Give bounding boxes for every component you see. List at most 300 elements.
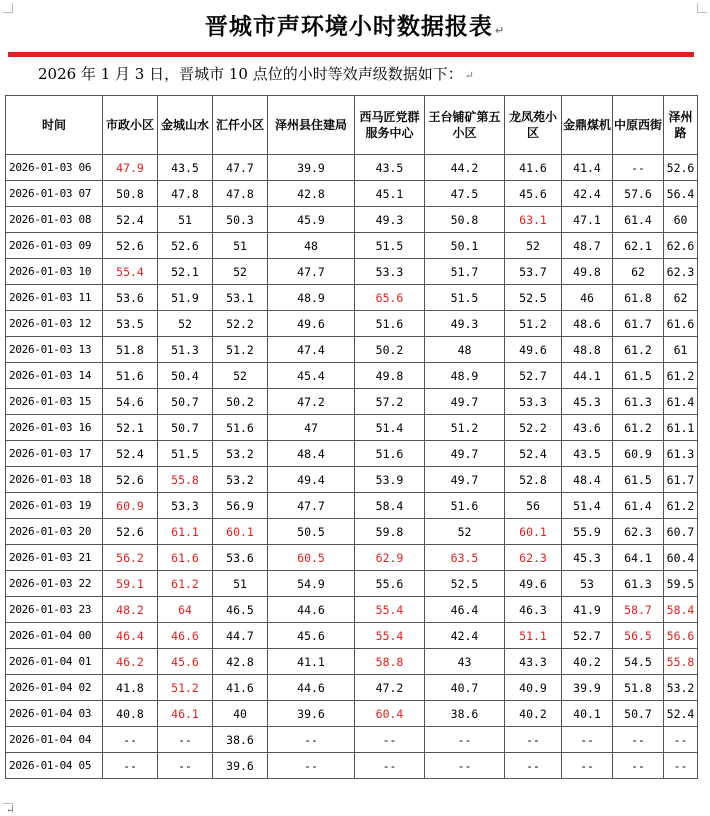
value-cell: 50.7 [158, 389, 213, 415]
value-cell: 51 [213, 233, 268, 259]
value-cell: 52.6 [103, 233, 158, 259]
table-row [6, 259, 698, 285]
value-cell: 61.3 [613, 389, 664, 415]
value-cell: 50.2 [213, 389, 268, 415]
value-cell: 42.8 [213, 649, 268, 675]
value-cell: 43.5 [158, 155, 213, 181]
value-cell: 40 [213, 701, 268, 727]
value-cell: -- [613, 753, 664, 779]
value-cell: 42.4 [562, 181, 613, 207]
value-cell: 41.4 [562, 155, 613, 181]
value-cell: 51 [158, 207, 213, 233]
value-cell: 51.2 [425, 415, 505, 441]
column-header-site: 泽州县住建局 [268, 96, 355, 155]
value-cell: 61.2 [664, 363, 698, 389]
value-cell: 48.4 [268, 441, 355, 467]
value-cell: 51.4 [355, 415, 425, 441]
value-cell: 52.6 [664, 155, 698, 181]
exceeding-value-cell: 58.7 [613, 597, 664, 623]
value-cell: 47.2 [355, 675, 425, 701]
time-cell: 2026-01-03 12 [6, 311, 103, 337]
value-cell: 51.9 [158, 285, 213, 311]
time-cell: 2026-01-03 20 [6, 519, 103, 545]
column-header-site: 西马匠党群服务中心 [355, 96, 425, 155]
value-cell: 49.6 [505, 337, 562, 363]
table-row [6, 701, 698, 727]
time-cell: 2026-01-03 09 [6, 233, 103, 259]
value-cell: 48.9 [268, 285, 355, 311]
exceeding-value-cell: 45.6 [158, 649, 213, 675]
table-row [6, 337, 698, 363]
exceeding-value-cell: 56.6 [664, 623, 698, 649]
table-row [6, 545, 698, 571]
value-cell: 61.3 [613, 571, 664, 597]
value-cell: 49.3 [355, 207, 425, 233]
value-cell: 53.2 [664, 675, 698, 701]
value-cell: 49.4 [268, 467, 355, 493]
column-header-site: 汇仟小区 [213, 96, 268, 155]
value-cell: 62.3 [664, 259, 698, 285]
value-cell: 48 [425, 337, 505, 363]
value-cell: -- [355, 727, 425, 753]
value-cell: 48 [268, 233, 355, 259]
table-body [6, 155, 698, 779]
value-cell: 61.5 [613, 467, 664, 493]
value-cell: 52.1 [103, 415, 158, 441]
value-cell: 50.7 [158, 415, 213, 441]
intro-paragraph: 2026 年 1 月 3 日，晋城市 10 点位的小时等效声级数据如下： ↵ [38, 65, 474, 83]
value-cell: 52.6 [103, 519, 158, 545]
value-cell: 61.8 [613, 285, 664, 311]
value-cell: 40.9 [505, 675, 562, 701]
value-cell: 49.3 [425, 311, 505, 337]
exceeding-value-cell: 56.2 [103, 545, 158, 571]
table-row [6, 519, 698, 545]
table-row [6, 571, 698, 597]
value-cell: 60.9 [613, 441, 664, 467]
value-cell: 46 [562, 285, 613, 311]
value-cell: 45.6 [268, 623, 355, 649]
exceeding-value-cell: 60.5 [268, 545, 355, 571]
value-cell: 61.7 [664, 467, 698, 493]
value-cell: 52.8 [505, 467, 562, 493]
value-cell: 46.3 [505, 597, 562, 623]
value-cell: 61.5 [613, 363, 664, 389]
table-row [6, 233, 698, 259]
value-cell: 52 [505, 233, 562, 259]
value-cell: 56.9 [213, 493, 268, 519]
exceeding-value-cell: 60.9 [103, 493, 158, 519]
value-cell: 60 [664, 207, 698, 233]
value-cell: 61.4 [613, 207, 664, 233]
value-cell: 47.8 [158, 181, 213, 207]
time-cell: 2026-01-03 11 [6, 285, 103, 311]
value-cell: 44.2 [425, 155, 505, 181]
time-cell: 2026-01-04 02 [6, 675, 103, 701]
column-header-site: 泽州路 [664, 96, 698, 155]
exceeding-value-cell: 61.1 [158, 519, 213, 545]
value-cell: 53.3 [158, 493, 213, 519]
table-row [6, 363, 698, 389]
value-cell: 60.7 [664, 519, 698, 545]
value-cell: 53.3 [355, 259, 425, 285]
value-cell: 57.6 [613, 181, 664, 207]
value-cell: 41.8 [103, 675, 158, 701]
table-row [6, 441, 698, 467]
value-cell: 51.5 [158, 441, 213, 467]
value-cell: 45.1 [355, 181, 425, 207]
table-row [6, 285, 698, 311]
exceeding-value-cell: 48.2 [103, 597, 158, 623]
end-of-document-mark: ↵ [6, 805, 15, 816]
time-cell: 2026-01-03 16 [6, 415, 103, 441]
value-cell: 48.6 [562, 311, 613, 337]
value-cell: 61.3 [664, 441, 698, 467]
value-cell: 51.6 [425, 493, 505, 519]
value-cell: 38.6 [425, 701, 505, 727]
value-cell: 47.7 [268, 493, 355, 519]
value-cell: 62.1 [613, 233, 664, 259]
value-cell: -- [268, 753, 355, 779]
value-cell: -- [505, 727, 562, 753]
value-cell: 50.5 [268, 519, 355, 545]
time-cell: 2026-01-04 01 [6, 649, 103, 675]
value-cell: 53.2 [213, 467, 268, 493]
time-cell: 2026-01-03 08 [6, 207, 103, 233]
value-cell: 52.4 [103, 441, 158, 467]
value-cell: 47 [268, 415, 355, 441]
value-cell: 51.2 [213, 337, 268, 363]
exceeding-value-cell: 47.9 [103, 155, 158, 181]
exceeding-value-cell: 60.1 [213, 519, 268, 545]
exceeding-value-cell: 51.2 [158, 675, 213, 701]
table-row [6, 155, 698, 181]
value-cell: 52.7 [505, 363, 562, 389]
exceeding-value-cell: 63.5 [425, 545, 505, 571]
value-cell: 52.2 [213, 311, 268, 337]
value-cell: 51.8 [613, 675, 664, 701]
value-cell: 61.4 [613, 493, 664, 519]
exceeding-value-cell: 62.9 [355, 545, 425, 571]
value-cell: 40.7 [425, 675, 505, 701]
value-cell: 52 [213, 259, 268, 285]
table-row [6, 181, 698, 207]
table-row [6, 207, 698, 233]
value-cell: 51.6 [355, 311, 425, 337]
value-cell: 46.4 [425, 597, 505, 623]
value-cell: 51.4 [562, 493, 613, 519]
time-cell: 2026-01-03 21 [6, 545, 103, 571]
value-cell: 45.3 [562, 389, 613, 415]
value-cell: 53.3 [505, 389, 562, 415]
value-cell: 40.8 [103, 701, 158, 727]
time-cell: 2026-01-03 22 [6, 571, 103, 597]
exceeding-value-cell: 61.2 [158, 571, 213, 597]
value-cell: 61.2 [664, 493, 698, 519]
value-cell: 56.4 [664, 181, 698, 207]
value-cell: 59.5 [664, 571, 698, 597]
title-rule [8, 52, 694, 57]
value-cell: 52 [158, 311, 213, 337]
time-cell: 2026-01-03 15 [6, 389, 103, 415]
time-cell: 2026-01-04 04 [6, 727, 103, 753]
value-cell: 52.4 [664, 701, 698, 727]
table-row [6, 493, 698, 519]
column-header-time: 时间 [6, 96, 103, 155]
value-cell: 48.7 [562, 233, 613, 259]
exceeding-value-cell: 64 [158, 597, 213, 623]
value-cell: 53.6 [213, 545, 268, 571]
value-cell: 53.6 [103, 285, 158, 311]
value-cell: 62.3 [613, 519, 664, 545]
value-cell: 43.6 [562, 415, 613, 441]
value-cell: 44.1 [562, 363, 613, 389]
value-cell: 48.8 [562, 337, 613, 363]
value-cell: 53.2 [213, 441, 268, 467]
value-cell: 41.9 [562, 597, 613, 623]
value-cell: 61.2 [613, 415, 664, 441]
value-cell: 52.4 [103, 207, 158, 233]
value-cell: 51.5 [425, 285, 505, 311]
value-cell: -- [158, 727, 213, 753]
value-cell: 59.8 [355, 519, 425, 545]
value-cell: 62 [664, 285, 698, 311]
value-cell: 49.7 [425, 389, 505, 415]
value-cell: 50.2 [355, 337, 425, 363]
value-cell: 40.2 [505, 701, 562, 727]
value-cell: 50.3 [213, 207, 268, 233]
table-row [6, 675, 698, 701]
table-row [6, 753, 698, 779]
table-row [6, 597, 698, 623]
value-cell: 52.2 [505, 415, 562, 441]
value-cell: 62 [613, 259, 664, 285]
value-cell: 44.6 [268, 675, 355, 701]
value-cell: 50.1 [425, 233, 505, 259]
value-cell: 53 [562, 571, 613, 597]
value-cell: 43.5 [355, 155, 425, 181]
value-cell: -- [268, 727, 355, 753]
value-cell: 52.4 [505, 441, 562, 467]
time-cell: 2026-01-03 23 [6, 597, 103, 623]
value-cell: -- [562, 753, 613, 779]
value-cell: 43.3 [505, 649, 562, 675]
value-cell: 38.6 [213, 727, 268, 753]
value-cell: 39.9 [562, 675, 613, 701]
value-cell: 51.8 [103, 337, 158, 363]
value-cell: 64.1 [613, 545, 664, 571]
document-title: 晋城市声环境小时数据报表 ↵ [204, 14, 506, 40]
value-cell: 39.6 [268, 701, 355, 727]
value-cell: 54.9 [268, 571, 355, 597]
value-cell: 52.6 [158, 233, 213, 259]
value-cell: 49.8 [355, 363, 425, 389]
value-cell: 47.4 [268, 337, 355, 363]
value-cell: 51.5 [355, 233, 425, 259]
value-cell: 41.6 [213, 675, 268, 701]
time-cell: 2026-01-03 06 [6, 155, 103, 181]
value-cell: -- [103, 727, 158, 753]
exceeding-value-cell: 55.8 [664, 649, 698, 675]
value-cell: 61.2 [613, 337, 664, 363]
value-cell: 40.1 [562, 701, 613, 727]
value-cell: 53.7 [505, 259, 562, 285]
time-cell: 2026-01-04 03 [6, 701, 103, 727]
value-cell: 49.8 [562, 259, 613, 285]
value-cell: -- [664, 753, 698, 779]
value-cell: 55.9 [562, 519, 613, 545]
exceeding-value-cell: 60.4 [355, 701, 425, 727]
table-row [6, 467, 698, 493]
value-cell: 47.8 [213, 181, 268, 207]
exceeding-value-cell: 63.1 [505, 207, 562, 233]
exceeding-value-cell: 51.1 [505, 623, 562, 649]
value-cell: 39.9 [268, 155, 355, 181]
value-cell: 47.1 [562, 207, 613, 233]
value-cell: 51.3 [158, 337, 213, 363]
value-cell: 60.4 [664, 545, 698, 571]
value-cell: 61.1 [664, 415, 698, 441]
value-cell: 53.5 [103, 311, 158, 337]
value-cell: 41.6 [505, 155, 562, 181]
value-cell: 50.7 [613, 701, 664, 727]
exceeding-value-cell: 46.1 [158, 701, 213, 727]
value-cell: -- [613, 155, 664, 181]
noise-data-table [5, 95, 698, 779]
value-cell: 47.5 [425, 181, 505, 207]
value-cell: 49.6 [505, 571, 562, 597]
column-header-site: 市政小区 [103, 96, 158, 155]
value-cell: 49.7 [425, 441, 505, 467]
column-header-site: 金鼎煤机 [562, 96, 613, 155]
value-cell: -- [425, 727, 505, 753]
table-row [6, 415, 698, 441]
value-cell: 43.5 [562, 441, 613, 467]
exceeding-value-cell: 55.4 [355, 623, 425, 649]
value-cell: 49.7 [425, 467, 505, 493]
value-cell: 52 [425, 519, 505, 545]
value-cell: 44.6 [268, 597, 355, 623]
value-cell: 49.6 [268, 311, 355, 337]
value-cell: 52.5 [505, 285, 562, 311]
value-cell: 45.4 [268, 363, 355, 389]
value-cell: 61.7 [613, 311, 664, 337]
time-cell: 2026-01-04 00 [6, 623, 103, 649]
value-cell: 51 [213, 571, 268, 597]
value-cell: 51.6 [103, 363, 158, 389]
time-cell: 2026-01-03 14 [6, 363, 103, 389]
column-header-site: 龙凤苑小区 [505, 96, 562, 155]
time-cell: 2026-01-03 17 [6, 441, 103, 467]
value-cell: 45.9 [268, 207, 355, 233]
exceeding-value-cell: 62.3 [505, 545, 562, 571]
value-cell: 50.8 [425, 207, 505, 233]
table-row [6, 311, 698, 337]
table-row [6, 389, 698, 415]
value-cell: 41.1 [268, 649, 355, 675]
value-cell: 62.6 [664, 233, 698, 259]
value-cell: 54.6 [103, 389, 158, 415]
value-cell: 54.5 [613, 649, 664, 675]
exceeding-value-cell: 60.1 [505, 519, 562, 545]
value-cell: 42.8 [268, 181, 355, 207]
value-cell: -- [158, 753, 213, 779]
exceeding-value-cell: 46.6 [158, 623, 213, 649]
exceeding-value-cell: 55.4 [355, 597, 425, 623]
time-cell: 2026-01-03 07 [6, 181, 103, 207]
exceeding-value-cell: 58.4 [664, 597, 698, 623]
column-header-site: 王台铺矿第五小区 [425, 96, 505, 155]
table-row [6, 727, 698, 753]
exceeding-value-cell: 65.6 [355, 285, 425, 311]
exceeding-value-cell: 55.4 [103, 259, 158, 285]
value-cell: 48.4 [562, 467, 613, 493]
value-cell: 48.9 [425, 363, 505, 389]
exceeding-value-cell: 56.5 [613, 623, 664, 649]
value-cell: -- [103, 753, 158, 779]
value-cell: 52.7 [562, 623, 613, 649]
time-cell: 2026-01-04 05 [6, 753, 103, 779]
value-cell: 53.9 [355, 467, 425, 493]
value-cell: 53.1 [213, 285, 268, 311]
value-cell: 40.2 [562, 649, 613, 675]
value-cell: 47.7 [213, 155, 268, 181]
value-cell: -- [562, 727, 613, 753]
value-cell: -- [505, 753, 562, 779]
value-cell: 52 [213, 363, 268, 389]
exceeding-value-cell: 59.1 [103, 571, 158, 597]
value-cell: 51.6 [213, 415, 268, 441]
value-cell: 39.6 [213, 753, 268, 779]
exceeding-value-cell: 61.6 [158, 545, 213, 571]
value-cell: -- [355, 753, 425, 779]
time-cell: 2026-01-03 10 [6, 259, 103, 285]
value-cell: 51.7 [425, 259, 505, 285]
column-header-site: 金城山水 [158, 96, 213, 155]
value-cell: 51.6 [355, 441, 425, 467]
value-cell: -- [613, 727, 664, 753]
table-header [6, 96, 698, 155]
value-cell: 45.6 [505, 181, 562, 207]
value-cell: 51.2 [505, 311, 562, 337]
value-cell: 47.7 [268, 259, 355, 285]
exceeding-value-cell: 55.8 [158, 467, 213, 493]
value-cell: 50.8 [103, 181, 158, 207]
value-cell: 42.4 [425, 623, 505, 649]
value-cell: 47.2 [268, 389, 355, 415]
time-cell: 2026-01-03 18 [6, 467, 103, 493]
exceeding-value-cell: 46.4 [103, 623, 158, 649]
value-cell: 61 [664, 337, 698, 363]
header-row [6, 96, 698, 155]
value-cell: -- [425, 753, 505, 779]
exceeding-value-cell: 46.2 [103, 649, 158, 675]
value-cell: 52.6 [103, 467, 158, 493]
value-cell: 50.4 [158, 363, 213, 389]
value-cell: 56 [505, 493, 562, 519]
table-row [6, 623, 698, 649]
value-cell: 52.5 [425, 571, 505, 597]
value-cell: 43 [425, 649, 505, 675]
value-cell: 52.1 [158, 259, 213, 285]
table-row [6, 649, 698, 675]
time-cell: 2026-01-03 13 [6, 337, 103, 363]
exceeding-value-cell: 58.8 [355, 649, 425, 675]
column-header-site: 中原西街 [613, 96, 664, 155]
value-cell: 58.4 [355, 493, 425, 519]
value-cell: -- [664, 727, 698, 753]
value-cell: 46.5 [213, 597, 268, 623]
